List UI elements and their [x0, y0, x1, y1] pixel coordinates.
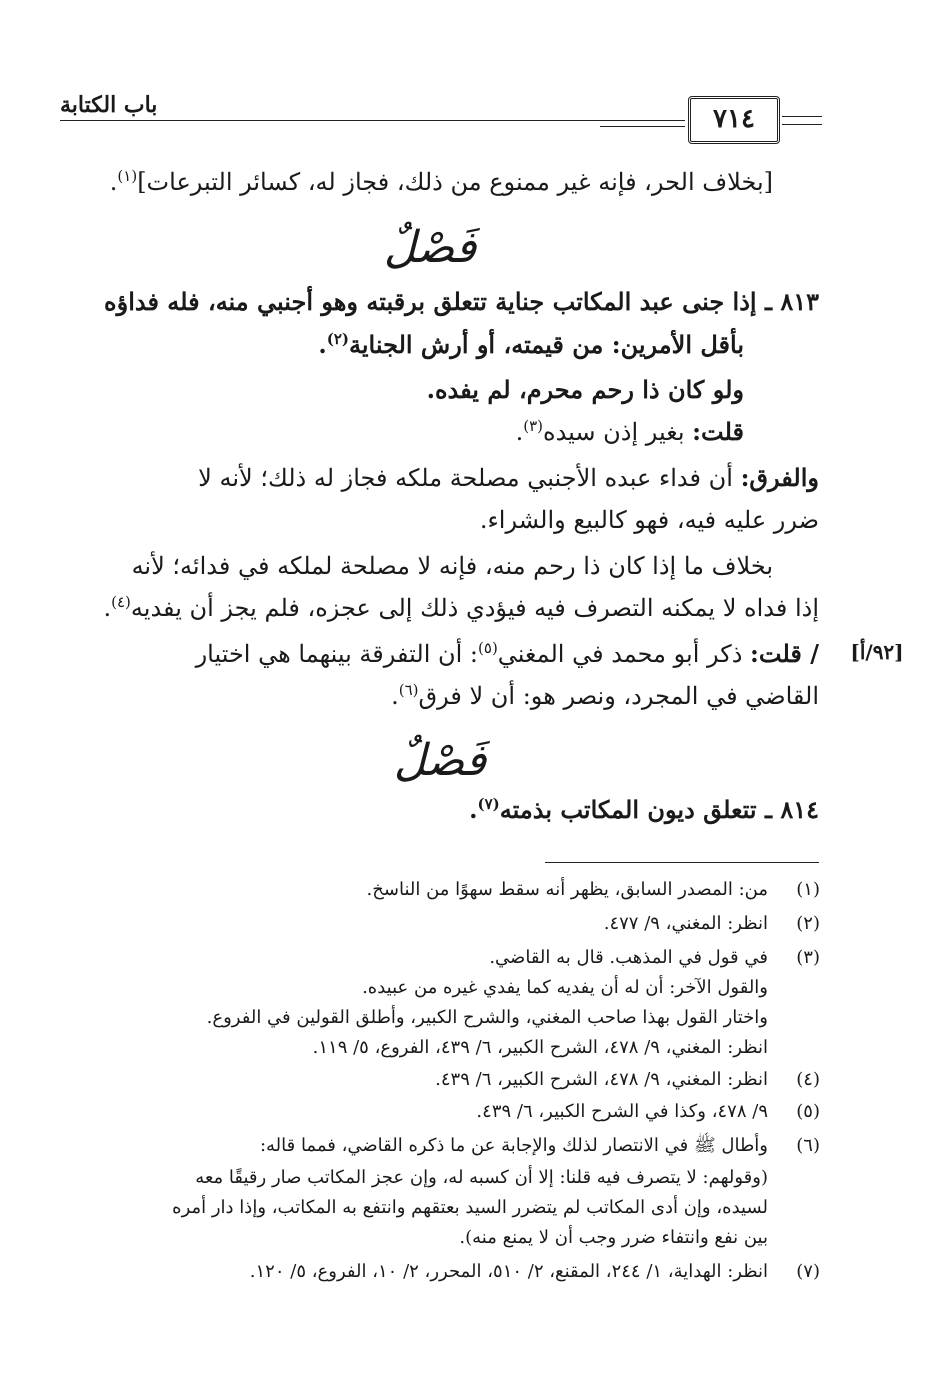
text-run: بأقل الأمرين: من قيمته، أو أرش الجناية	[349, 330, 744, 359]
farq-line-2	[59, 500, 819, 540]
footnote-number	[780, 1258, 820, 1285]
section-heading-1	[360, 222, 500, 274]
paragraph-813-line-1	[59, 282, 819, 322]
paragraph-number: ٨١٣ ـ	[764, 287, 819, 316]
text-run: إذا جنى عبد المكاتب جناية تتعلق برقبته وهو أجنبي منه، فله فداؤه	[104, 287, 757, 316]
footnote-text: (وقولهم: لا يتصرف فيه قلنا: إلا أن كسبه له، وإن عجز المكاتب صار رقيقًا معه	[195, 1167, 768, 1188]
paragraph-number: ٨١٤ ـ	[764, 795, 819, 824]
manuscript-folio-marker	[842, 640, 912, 664]
text-run: ذكر أبو محمد في المغني	[497, 640, 743, 668]
page-number-box	[688, 96, 780, 144]
footnote-number-text: (٤)	[796, 1069, 820, 1090]
footnote-number-text: (١)	[796, 879, 820, 900]
footnote-line	[68, 910, 768, 937]
footnote-line	[68, 1098, 768, 1125]
qult-label: / قلت:	[750, 639, 819, 668]
khilaf-line-2: إذا فداه لا يمكنه التصرف فيه فيؤدي ذلك إلى عجزه، فلم يجز أن يفديه$^{(٤)}$.	[103, 593, 819, 622]
footnote-number	[780, 944, 820, 971]
chapter-title: باب الكتابة	[60, 92, 158, 118]
footnote-text: انظر: المغني، ٩/ ٤٧٧.	[603, 913, 768, 934]
footnote-ref: (٣)	[523, 417, 543, 435]
text-run: .	[109, 168, 118, 196]
footnote-number	[780, 876, 820, 903]
footnote-text: وأطال ﷺ في الانتصار لذلك والإجابة عن ما ذكره القاضي، فمما قاله:	[259, 1135, 768, 1156]
section-heading-text: فَصْلٌ	[383, 222, 477, 273]
footnote-ref: (٧)	[477, 795, 500, 813]
header-rule-right-2	[782, 124, 822, 125]
paragraph-813-qult: قلت: بغير إذن سيده$^{(٣)}$.	[515, 417, 744, 446]
footnote-text: انظر: الهداية، ١/ ٢٤٤، المقنع، ٢/ ٥١٠، المحرر، ٢/ ١٠، الفروع، ٥/ ١٢٠.	[249, 1261, 768, 1282]
footnote-number	[780, 1132, 820, 1159]
farq-line-1	[59, 458, 819, 498]
footnote-line	[68, 1224, 768, 1251]
qult-label: قلت:	[692, 417, 744, 446]
footnote-text: واختار القول بهذا صاحب المغني، والشرح الكبير، وأطلق القولين في الفروع.	[206, 1007, 768, 1028]
text-run: أن فداء عبده الأجنبي مصلحة ملكه فجاز له ذلك؛ لأنه لا	[198, 464, 733, 492]
text-run: : أن التفرقة بينهما هي اختيار	[195, 640, 479, 668]
paragraph-814: ٨١٤ ـ تتعلق ديون المكاتب بذمته$^{(٧)}$.	[469, 795, 819, 824]
farq-label: والفرق:	[740, 463, 819, 492]
paragraph-813-line-3	[184, 370, 744, 410]
footnote-line	[68, 974, 768, 1001]
footnote-line	[68, 1034, 768, 1061]
footnote-text: ٩/ ٤٧٨، وكذا في الشرح الكبير، ٦/ ٤٣٩.	[476, 1101, 768, 1122]
text-run: بغير إذن سيده	[543, 418, 685, 446]
footnote-ref: (٢)	[326, 330, 349, 348]
footnote-line	[68, 1194, 768, 1221]
footnote-ref: (٥)	[478, 639, 498, 657]
text-run: بخلاف ما إذا كان ذا رحم منه، فإنه لا مصلحة لملكه في فدائه؛ لأنه	[131, 552, 773, 580]
footnote-text: بين نفع وانتفاء ضرر وجب أن لا يمنع منه).	[459, 1227, 768, 1248]
footnote-number-text: (٥)	[796, 1101, 820, 1122]
text-line-1	[73, 162, 773, 202]
page-number: ٧١٤	[713, 104, 755, 134]
footnote-number-text: (٦)	[796, 1135, 820, 1156]
section-heading-2	[380, 735, 500, 787]
text-run: ولو كان ذا رحم محرم، لم يفده.	[426, 375, 744, 404]
footnote-number-text: (٢)	[796, 913, 820, 934]
footnote-line	[68, 1258, 768, 1285]
footnote-text: من: المصدر السابق، يظهر أنه سقط سهوًا من الناسخ.	[366, 879, 768, 900]
khilaf-line-1	[73, 546, 773, 586]
folio-marker-text: [٩٢/أ]	[850, 640, 904, 664]
footnote-ref: (٤)	[111, 593, 131, 611]
footnote-number	[780, 1066, 820, 1093]
footnote-number-text: (٧)	[796, 1261, 820, 1282]
footnote-text: والقول الآخر: أن له أن يفديه كما يفدي غيره من عبيده.	[362, 977, 768, 998]
footnote-line	[68, 1004, 768, 1031]
footnote-text: انظر: المغني، ٩/ ٤٧٨، الشرح الكبير، ٦/ ٤٣٩، الفروع، ٥/ ١١٩.	[312, 1037, 768, 1058]
text-run: [بخلاف الحر، فإنه غير ممنوع من ذلك، فجاز له، كسائر التبرعات]	[137, 168, 773, 196]
footnote-separator	[545, 862, 819, 863]
header-rule-left-2	[600, 126, 685, 127]
section-heading-text: فَصْلٌ	[393, 735, 487, 786]
text-run: ضرر عليه فيه، فهو كالبيع والشراء.	[479, 506, 819, 534]
footnote-line	[68, 1066, 768, 1093]
footnote-line	[68, 1132, 768, 1159]
qult2-line-1	[59, 634, 819, 674]
footnote-number	[780, 910, 820, 937]
footnote-line	[68, 876, 768, 903]
text-run: إذا فداه لا يمكنه التصرف فيه فيؤدي ذلك إلى عجزه، فلم يجز أن يفديه	[130, 594, 819, 622]
paragraph-813-line-2: بأقل الأمرين: من قيمته، أو أرش الجناية$^{(٢)}$.	[318, 330, 744, 359]
footnote-number	[780, 1098, 820, 1125]
header-rule-left	[60, 120, 685, 121]
footnote-line	[68, 944, 768, 971]
running-head-title	[60, 92, 200, 118]
qult2-line-2: القاضي في المجرد، ونصر هو: أن لا فرق$^{(٦)}$.	[391, 681, 819, 710]
text-run: القاضي في المجرد، ونصر هو: أن لا فرق	[418, 682, 819, 710]
footnote-text: لسيده، وإن أدى المكاتب لم يتضرر السيد بعتقهم وانتفع به المكاتب، وإذا دار أمره	[172, 1197, 768, 1218]
footnote-number-text: (٣)	[796, 947, 820, 968]
footnote-text: انظر: المغني، ٩/ ٤٧٨، الشرح الكبير، ٦/ ٤٣٩.	[435, 1069, 768, 1090]
header-rule-right	[782, 116, 822, 117]
footnote-ref: (١)	[117, 167, 138, 185]
footnote-text: في قول في المذهب. قال به القاضي.	[489, 947, 768, 968]
footnote-ref: (٦)	[398, 681, 419, 699]
footnote-line	[68, 1164, 768, 1191]
text-run: تتعلق ديون المكاتب بذمته	[499, 795, 757, 824]
